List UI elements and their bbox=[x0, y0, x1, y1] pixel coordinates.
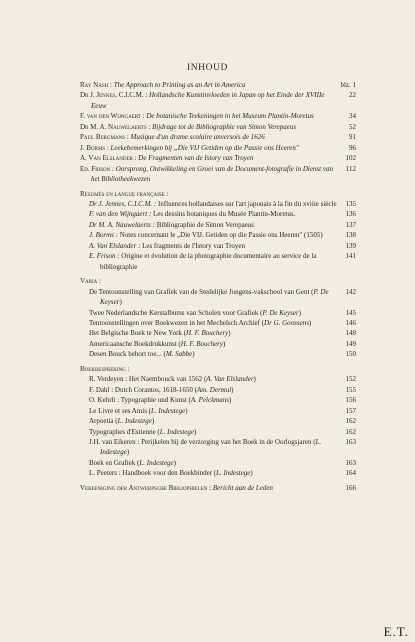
entry-text: Twee Nederlandsche Kerstalbums van Scholen voor Grafiek (P. De Keyser) bbox=[89, 308, 302, 317]
entry-author: L. Indestege bbox=[216, 469, 251, 478]
toc-entry bbox=[80, 122, 356, 132]
entry-page: 163 bbox=[345, 437, 356, 446]
entry-author: J. Borms : bbox=[80, 143, 109, 152]
entry-author: H. F. Bouchery bbox=[186, 329, 229, 338]
entry-title: Americaansche Boekdrukkunst bbox=[89, 339, 177, 348]
entry-text bbox=[80, 90, 338, 111]
entry-page: 34 bbox=[349, 112, 356, 121]
entry-text: Boek en Grafiek (L. Indestege) bbox=[89, 458, 176, 467]
entry-page: 142 bbox=[345, 287, 356, 296]
entry-text: Het Belgische Boek te New York (H. F. Bouchery) bbox=[89, 329, 231, 338]
entry-page: 149 bbox=[345, 339, 356, 348]
entry-author: A. Van Elslander bbox=[206, 375, 254, 384]
resumes-items bbox=[80, 199, 356, 272]
entry-title: De Tentoonstelling van Grafiek van de Stedelijke Jongens-vakschool van Gent bbox=[89, 287, 310, 296]
varia-entry bbox=[80, 339, 356, 349]
entry-page: 148 bbox=[345, 329, 356, 338]
toc-entry bbox=[80, 111, 356, 121]
entry-author: A. Pelckmans bbox=[190, 396, 229, 405]
entry-title: Le Livre et ses Amis bbox=[89, 406, 147, 415]
entry-title: De botanische Teekeningen in het Museum Plantin-Moretus bbox=[146, 112, 314, 121]
entry-page: 145 bbox=[345, 308, 356, 317]
section-varia-label: Varia : bbox=[80, 277, 101, 286]
section-boekbespreking-label: Boekbespreking : bbox=[80, 364, 130, 373]
varia-items bbox=[80, 287, 356, 360]
entry-title: Desen Bouck behort toe... bbox=[89, 350, 162, 359]
varia-entry bbox=[80, 308, 356, 318]
entry-title: Notes concernant le „Die VIJ. Getiden op die Passie ons Heeren" (1505) bbox=[119, 231, 323, 240]
entry-title: Het Belgische Boek te New York bbox=[89, 329, 182, 338]
entry-page: 135 bbox=[345, 199, 356, 208]
entry-page: 162 bbox=[345, 417, 356, 426]
entry-author: Dr J. Jennes, C.I.C.M. : bbox=[80, 91, 148, 100]
entry-text bbox=[80, 153, 338, 163]
entry-author: L. Indestege bbox=[100, 437, 322, 457]
review-entry bbox=[80, 468, 356, 478]
varia-entry bbox=[80, 349, 356, 359]
entry-title: F. Dahl : Dutch Corantos, 1618-1650 bbox=[89, 385, 193, 394]
entry-page: 156 bbox=[345, 396, 356, 405]
entry-text: F. Dahl : Dutch Corantos, 1618-1650 (Am. Dermul) bbox=[89, 385, 234, 394]
entry-title: Leekebemerkingen bij „Die VIJ Getiden op die Passie ons Heeren" bbox=[110, 143, 299, 152]
entry-text: Arpoetia (L. Indestege) bbox=[89, 417, 155, 426]
entry-text bbox=[80, 143, 338, 153]
entry-author: M. Sabbe bbox=[165, 350, 193, 359]
entry-text: Le Livre et ses Amis (L. Indestege) bbox=[89, 406, 188, 415]
entry-text: Typographes d'Estienne (L. Indestege) bbox=[89, 427, 197, 436]
entry-page: 96 bbox=[349, 143, 356, 152]
entry-text: De Tentoonstelling van Grafiek van de Stedelijke Jongens-vakschool van Gent (P. De Keyser) bbox=[89, 287, 329, 307]
entry-page: 162 bbox=[345, 427, 356, 436]
entry-text: Desen Bouck behort toe... (M. Sabbe) bbox=[89, 350, 195, 359]
entry-author: A. Van Elslander : bbox=[80, 154, 137, 163]
entry-title: Bijdrage tot de Bibliographie van Simon Verepaeus bbox=[152, 122, 297, 131]
entry-author: L. Indestege bbox=[159, 427, 194, 436]
review-entry bbox=[80, 458, 356, 468]
entry-page: 112 bbox=[345, 164, 356, 173]
entry-page: 91 bbox=[349, 133, 356, 142]
entry-page: 22 bbox=[349, 91, 356, 100]
review-entry bbox=[80, 395, 356, 405]
entry-author: P. De Keyser bbox=[262, 308, 299, 317]
entry-author: Paul Bergmans : bbox=[80, 133, 129, 142]
entry-text bbox=[80, 80, 338, 90]
section-resumes-label: Résumés en langue française : bbox=[80, 189, 169, 198]
entry-page: 138 bbox=[345, 231, 356, 240]
entry-title: Boek en Grafiek bbox=[89, 458, 136, 467]
entry-text bbox=[89, 220, 338, 230]
entry-title: Les dessins botaniques du Musée Plantin-Moretus. bbox=[153, 210, 296, 219]
entry-page: 137 bbox=[345, 220, 356, 229]
entry-title: O. Kehrli : Typographie und Kunst bbox=[89, 396, 187, 405]
entry-title: Les fragments de l'Istory van Troyen bbox=[142, 241, 246, 250]
entry-author: P. De Keyser bbox=[100, 287, 329, 307]
resume-entry bbox=[80, 209, 356, 219]
toc-entry bbox=[80, 132, 356, 142]
entry-text bbox=[80, 164, 338, 185]
resume-entry bbox=[80, 220, 356, 230]
resume-entry bbox=[80, 199, 356, 209]
entry-title: Influences hollandaises sur l'art japonais à la fin du xviiie siècle bbox=[158, 199, 337, 208]
entry-author: Dr J. Jennes, C.I.C.M. : bbox=[89, 199, 157, 208]
entry-page: blz. 1 bbox=[340, 81, 356, 89]
resume-entry bbox=[80, 251, 356, 272]
entry-page: 146 bbox=[345, 318, 356, 327]
entry-text bbox=[89, 209, 338, 219]
entry-author: Dr M. A. Nauwelaerts : bbox=[89, 220, 155, 229]
entry-title: Bibliographie de Simon Verepaeus bbox=[156, 220, 255, 229]
entry-page: 136 bbox=[345, 210, 356, 219]
entry-page: 102 bbox=[345, 154, 356, 163]
resume-entry bbox=[80, 230, 356, 240]
entry-text bbox=[80, 111, 338, 121]
entry-text bbox=[89, 241, 338, 251]
resume-entry bbox=[80, 241, 356, 251]
boekbespreking-items bbox=[80, 374, 356, 479]
page-heading: INHOUD bbox=[186, 63, 229, 73]
toc-entry bbox=[80, 80, 356, 90]
entry-title: De Fragmenten van de Istory van Troyen bbox=[138, 154, 254, 163]
main-entries bbox=[80, 80, 356, 185]
varia-entry bbox=[80, 287, 356, 308]
entry-author: L. Indestege bbox=[117, 417, 152, 426]
entry-author: L. Indestege bbox=[151, 406, 186, 415]
entry-title: R. Verdeyen : Het Naembouck van 1562 bbox=[89, 375, 203, 384]
entry-title: Twee Nederlandsche Kerstalbums van Scholen voor Grafiek bbox=[89, 308, 259, 317]
entry-title: Tentoonstellingen over Boekwezen in het Mechelsch Archief bbox=[89, 318, 260, 327]
entry-page: 152 bbox=[345, 375, 356, 384]
entry-page: 150 bbox=[345, 350, 356, 359]
entry-author: Dr M. A. Nauwelaerts : bbox=[80, 122, 151, 131]
entry-page: 163 bbox=[345, 458, 356, 467]
entry-author: Ray Nash : bbox=[80, 81, 112, 89]
entry-text bbox=[89, 251, 338, 272]
entry-text: L. Peeters : Handboek voor den Boekbinder (L. Indestege) bbox=[89, 469, 253, 478]
entry-title: J.H. van Eikeren : Perijkelen bij de verzorging van het Boek in de Oorlogsjaren bbox=[89, 437, 312, 446]
review-entry bbox=[80, 437, 356, 458]
toc-entry bbox=[80, 164, 356, 185]
entry-author: A. Van Elslander : bbox=[89, 241, 141, 250]
varia-entry bbox=[80, 328, 356, 338]
entry-author: F. van den Wijngaert : bbox=[89, 210, 152, 219]
entry-page: 52 bbox=[349, 122, 356, 131]
entry-title: Typographes d'Estienne bbox=[89, 427, 156, 436]
entry-author: H. F. Bouchery bbox=[180, 339, 224, 348]
entry-page: 139 bbox=[345, 241, 356, 250]
entry-text: O. Kehrli : Typographie und Kunst (A. Pelckmans) bbox=[89, 396, 232, 405]
entry-author: F. van den Wijngaert : bbox=[80, 112, 145, 121]
entry-title: Musique d'un drame scolaire anversois de 1626 bbox=[130, 133, 265, 142]
entry-author: Ed. Frison : bbox=[80, 164, 114, 173]
entry-text bbox=[80, 132, 338, 142]
entry-author: Dr G. Goossens bbox=[264, 318, 309, 327]
entry-text bbox=[80, 122, 338, 132]
entry-title: Arpoetia bbox=[89, 417, 114, 426]
entry-author: J. Borms : bbox=[89, 231, 118, 240]
review-entry bbox=[80, 427, 356, 437]
varia-entry bbox=[80, 318, 356, 328]
entry-text: R. Verdeyen : Het Naembouck van 1562 (A. Van Elslander) bbox=[89, 375, 256, 384]
entry-text bbox=[89, 199, 338, 209]
watermark-initials: E.T. bbox=[383, 624, 409, 639]
entry-text: Americaansche Boekdrukkunst (H. F. Bouchery) bbox=[89, 339, 226, 348]
entry-text: J.H. van Eikeren : Perijkelen bij de verzorging van het Boek in de Oorlogsjaren (L. Indestege) bbox=[89, 437, 322, 457]
entry-text: Tentoonstellingen over Boekwezen in het Mechelsch Archief (Dr G. Goossens) bbox=[89, 318, 312, 327]
entry-title: Hollandsche Kunstinvloeden in Japan op het Einde der XVIIIe Eeuw bbox=[91, 91, 325, 110]
entry-author: E. Frison : bbox=[89, 252, 120, 261]
toc-entry-closing: Vereeniging der Antwerpsche Bibliophielen : Bericht aan de Leden 166 bbox=[80, 483, 356, 492]
review-entry bbox=[80, 374, 356, 384]
entry-text bbox=[89, 230, 338, 240]
entry-title: Oorsprong, Ontwikkeling en Groei van de Document-fotografie in Dienst van het Bibliotheekwezen bbox=[91, 164, 333, 184]
entry-title: The Approach to Printing as an Art in America bbox=[113, 81, 246, 89]
entry-author: Am. Dermul bbox=[196, 385, 232, 394]
entry-page: 141 bbox=[345, 252, 356, 261]
toc-entry bbox=[80, 153, 356, 163]
entry-author: L. Indestege bbox=[139, 458, 174, 467]
toc-entry bbox=[80, 143, 356, 153]
entry-title: Origine et évolution de la photographie documentaire au service de la bibliographie bbox=[100, 252, 317, 271]
entry-page: 157 bbox=[345, 406, 356, 415]
table-of-contents bbox=[80, 80, 356, 493]
entry-title: L. Peeters : Handboek voor den Boekbinder bbox=[89, 469, 213, 478]
review-entry bbox=[80, 385, 356, 395]
entry-page: 164 bbox=[345, 469, 356, 478]
review-entry bbox=[80, 406, 356, 416]
toc-entry bbox=[80, 90, 356, 111]
review-entry bbox=[80, 416, 356, 426]
entry-page: 155 bbox=[345, 385, 356, 394]
